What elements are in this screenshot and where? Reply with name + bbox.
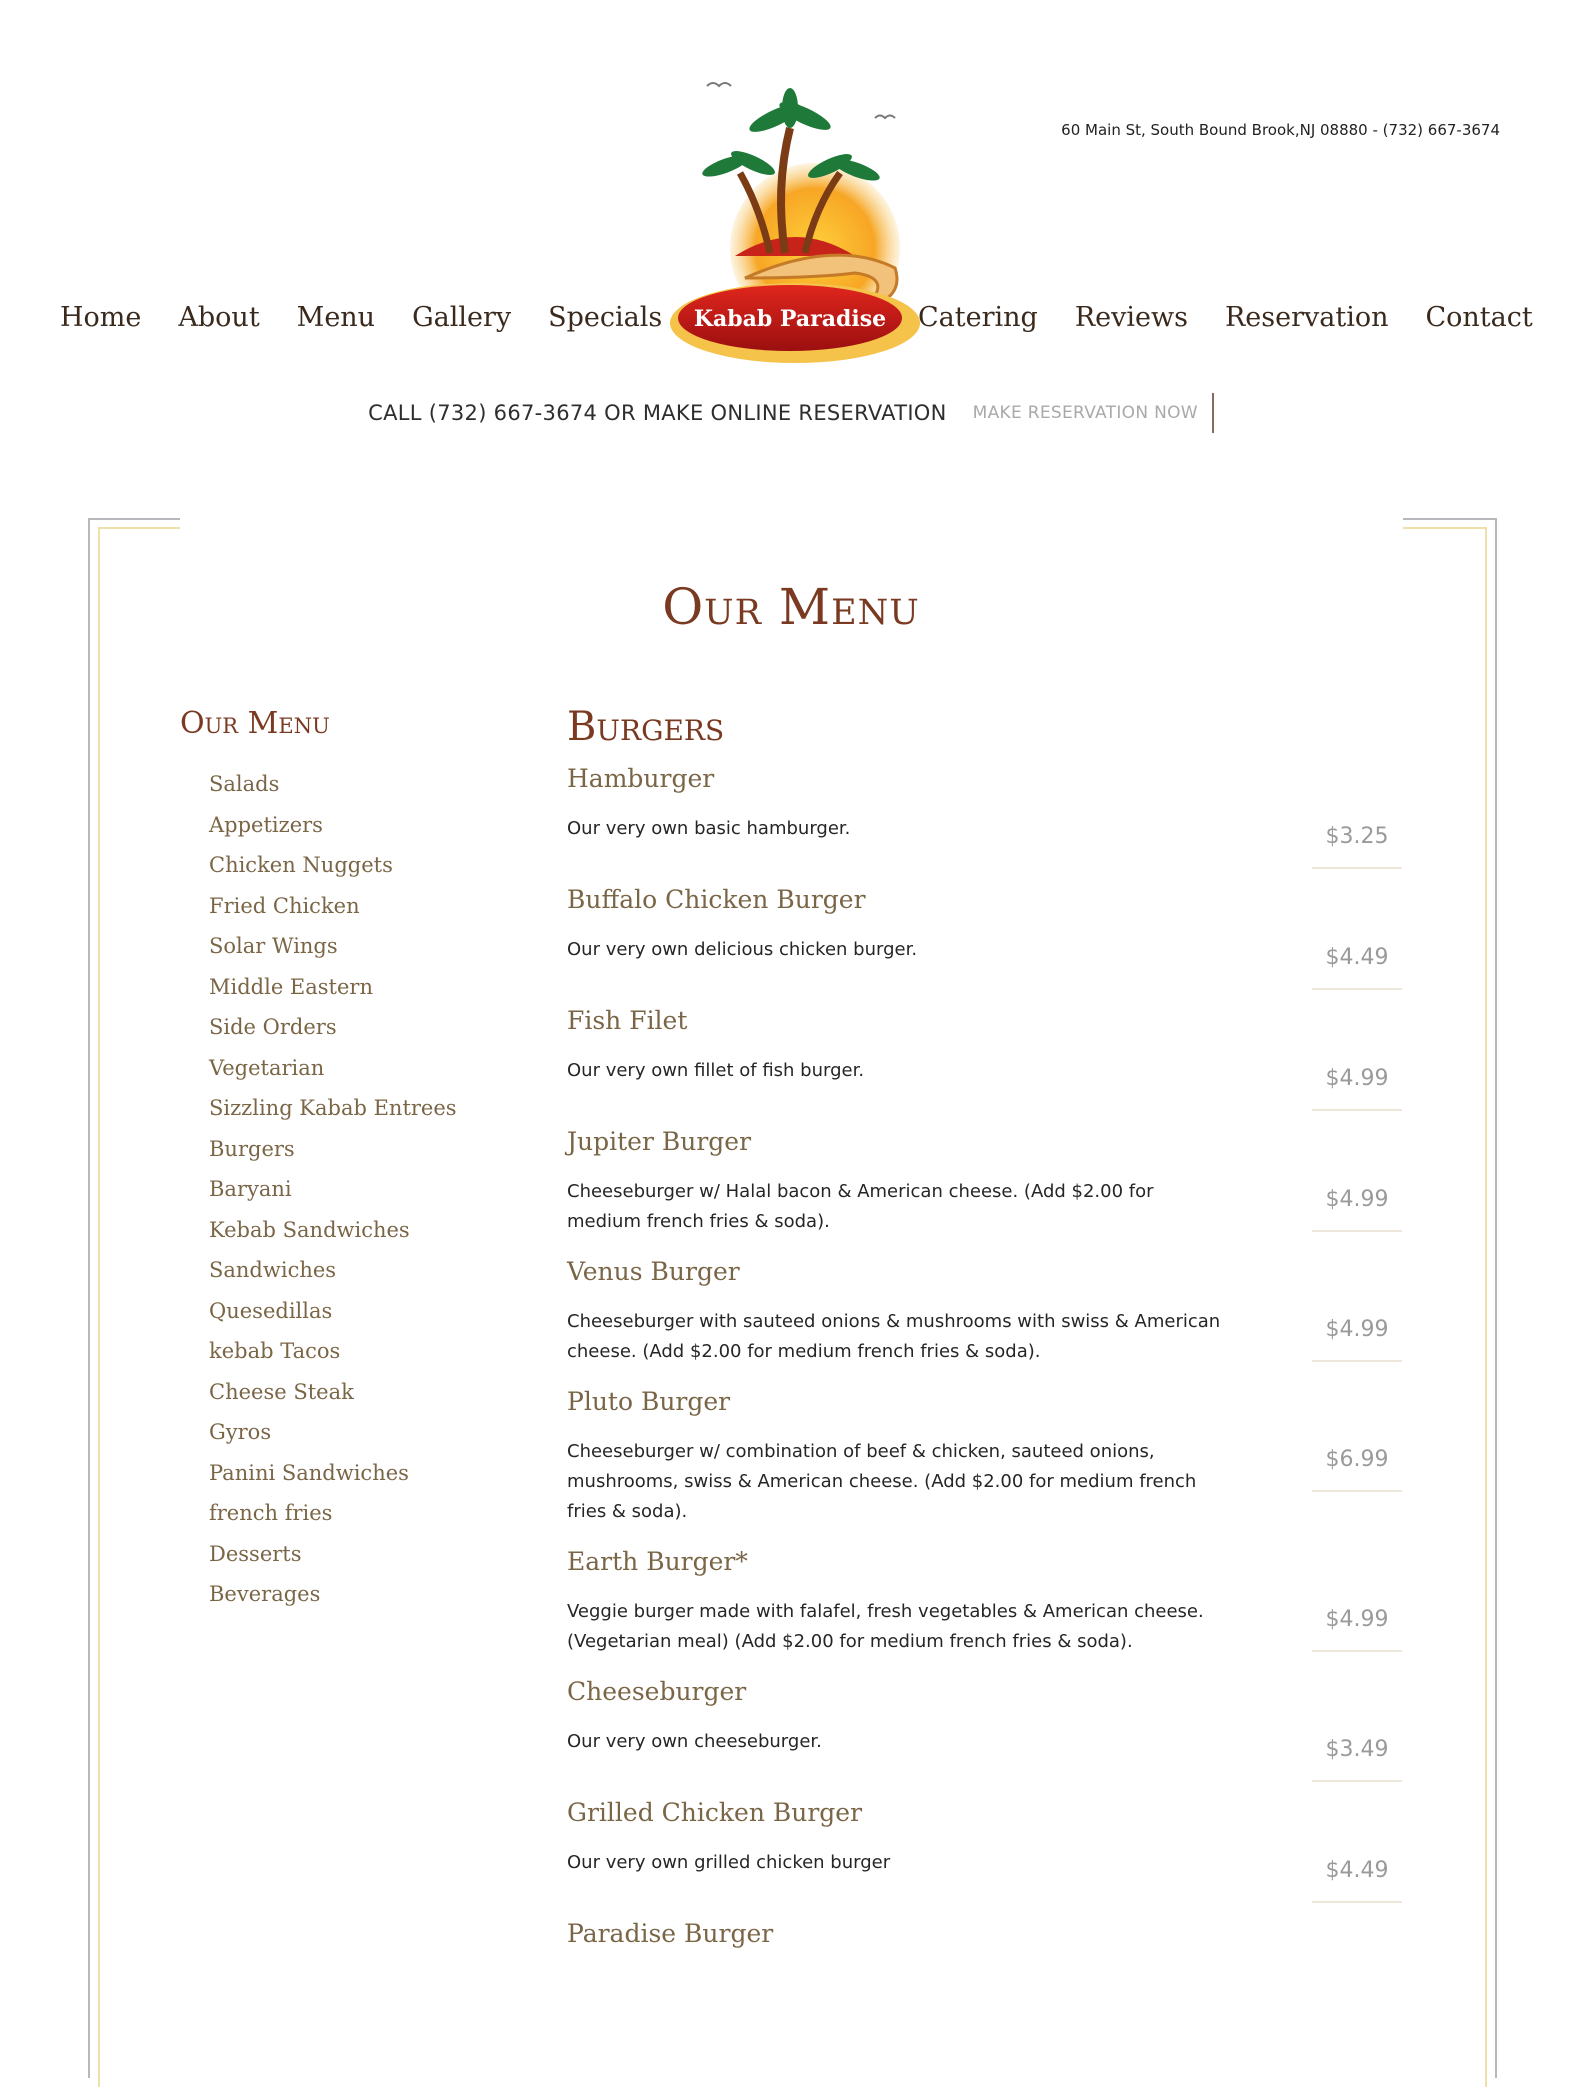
logo-text: Kabab Paradise (693, 306, 887, 332)
item-name: Paradise Burger (567, 1919, 774, 1948)
item-price: $4.99 (1312, 1317, 1402, 1362)
sidebar-item-panini[interactable]: Panini Sandwiches (209, 1460, 409, 1485)
item-name: Pluto Burger (567, 1387, 731, 1416)
item-name: Jupiter Burger (567, 1127, 752, 1156)
section-title: Burgers (567, 704, 725, 750)
item-description: Cheeseburger with sauteed onions & mushrooms with swiss & American cheese. (Add $2.00 for medium french fries & soda). (567, 1311, 1221, 1362)
item-price: $3.25 (1312, 824, 1402, 869)
nav-contact[interactable]: Contact (1425, 302, 1533, 333)
item-price: $3.49 (1312, 1737, 1402, 1782)
nav-gallery[interactable]: Gallery (412, 302, 512, 333)
sidebar-item-quesedillas[interactable]: Quesedillas (209, 1298, 333, 1323)
menu-item (567, 1125, 1402, 1255)
item-description: Our very own basic hamburger. (567, 818, 851, 839)
item-name: Venus Burger (567, 1257, 740, 1286)
item-description: Our very own delicious chicken burger. (567, 939, 918, 960)
menu-item (567, 1004, 1402, 1125)
nav-home[interactable]: Home (60, 302, 142, 333)
sidebar-item-french-fries[interactable]: french fries (209, 1501, 333, 1525)
item-name: Buffalo Chicken Burger (567, 885, 866, 914)
nav-menu[interactable]: Menu (296, 302, 376, 333)
item-price: $4.49 (1312, 1858, 1402, 1903)
sidebar-item-sizzling-kabab[interactable]: Sizzling Kabab Entrees (209, 1096, 457, 1120)
item-name: Earth Burger* (567, 1547, 748, 1576)
sidebar-item-solar-wings[interactable]: Solar Wings (209, 934, 338, 958)
frame-corner (1403, 527, 1485, 529)
item-description: Our very own grilled chicken burger (567, 1852, 891, 1873)
item-price: $6.99 (1312, 1447, 1402, 1492)
reservation-bar (0, 393, 1582, 433)
menu-item (567, 883, 1402, 1004)
item-name: Fish Filet (567, 1006, 688, 1035)
sidebar-item-desserts[interactable]: Desserts (209, 1541, 302, 1566)
item-name: Cheeseburger (567, 1677, 747, 1706)
sidebar-item-gyros[interactable]: Gyros (209, 1420, 272, 1444)
main-nav-right (918, 302, 1533, 333)
menu-item (567, 762, 1402, 883)
make-reservation-link[interactable]: MAKE RESERVATION NOW (973, 393, 1214, 433)
item-price: $4.99 (1312, 1066, 1402, 1111)
menu-item (567, 1917, 1402, 1977)
sidebar-item-fried-chicken[interactable]: Fried Chicken (209, 893, 360, 918)
frame-corner (88, 518, 180, 520)
sidebar-item-kebab-sandwiches[interactable]: Kebab Sandwiches (209, 1217, 410, 1242)
nav-specials[interactable]: Specials (548, 302, 663, 333)
item-price: $4.49 (1312, 945, 1402, 990)
menu-item (567, 1545, 1402, 1675)
item-description: Cheeseburger w/ Halal bacon & American cheese. (Add $2.00 for medium french fries & soda). (567, 1181, 1154, 1232)
item-description: Veggie burger made with falafel, fresh vegetables & American cheese. (Vegetarian meal) (Add $2.00 for medium french fries & soda). (567, 1601, 1204, 1652)
menu-item (567, 1255, 1402, 1385)
sidebar-item-beverages[interactable]: Beverages (209, 1582, 321, 1606)
sidebar-item-cheese-steak[interactable]: Cheese Steak (209, 1379, 354, 1404)
sidebar-item-sandwiches[interactable]: Sandwiches (209, 1258, 337, 1282)
sidebar-item-appetizers[interactable]: Appetizers (209, 812, 323, 837)
sidebar-item-middle-eastern[interactable]: Middle Eastern (209, 974, 373, 999)
frame-corner (98, 527, 180, 529)
item-description: Cheeseburger w/ combination of beef & chicken, sauteed onions, mushrooms, swiss & American cheese. (Add $2.00 for medium french fries & soda). (567, 1441, 1197, 1522)
sidebar-item-vegetarian[interactable]: Vegetarian (209, 1055, 325, 1080)
nav-about[interactable]: About (178, 302, 260, 333)
sidebar-item-side-orders[interactable]: Side Orders (209, 1015, 337, 1039)
item-description: Our very own fillet of fish burger. (567, 1060, 865, 1081)
address-text: 60 Main St, South Bound Brook,NJ 08880 - (732) 667-3674 (1061, 121, 1500, 139)
item-name: Grilled Chicken Burger (567, 1798, 863, 1827)
item-price: $4.99 (1312, 1187, 1402, 1232)
page-title: Our Menu (662, 578, 920, 636)
menu-item (567, 1796, 1402, 1917)
sidebar-title: Our Menu (180, 706, 330, 741)
nav-catering[interactable]: Catering (918, 302, 1038, 333)
main-nav-left (60, 302, 699, 333)
nav-reservation[interactable]: Reservation (1224, 302, 1389, 333)
sidebar-item-kebab-tacos[interactable]: kebab Tacos (209, 1339, 341, 1363)
kabab-paradise-logo[interactable] (665, 78, 935, 368)
menu-item-list (567, 762, 1402, 1977)
menu-item (567, 1675, 1402, 1796)
sidebar-item-salads[interactable]: Salads (209, 772, 280, 796)
menu-item (567, 1385, 1402, 1545)
frame-corner (1403, 518, 1495, 520)
call-text: CALL (732) 667-3674 OR MAKE ONLINE RESERVATION (368, 401, 947, 425)
nav-reviews[interactable]: Reviews (1074, 302, 1188, 333)
item-price: $4.99 (1312, 1607, 1402, 1652)
item-name: Hamburger (567, 764, 715, 793)
menu-category-list (209, 772, 457, 1623)
sidebar-item-chicken-nuggets[interactable]: Chicken Nuggets (209, 853, 393, 877)
sidebar-item-burgers[interactable]: Burgers (209, 1136, 295, 1161)
sidebar-item-baryani[interactable]: Baryani (209, 1177, 292, 1201)
item-description: Our very own cheeseburger. (567, 1731, 822, 1752)
